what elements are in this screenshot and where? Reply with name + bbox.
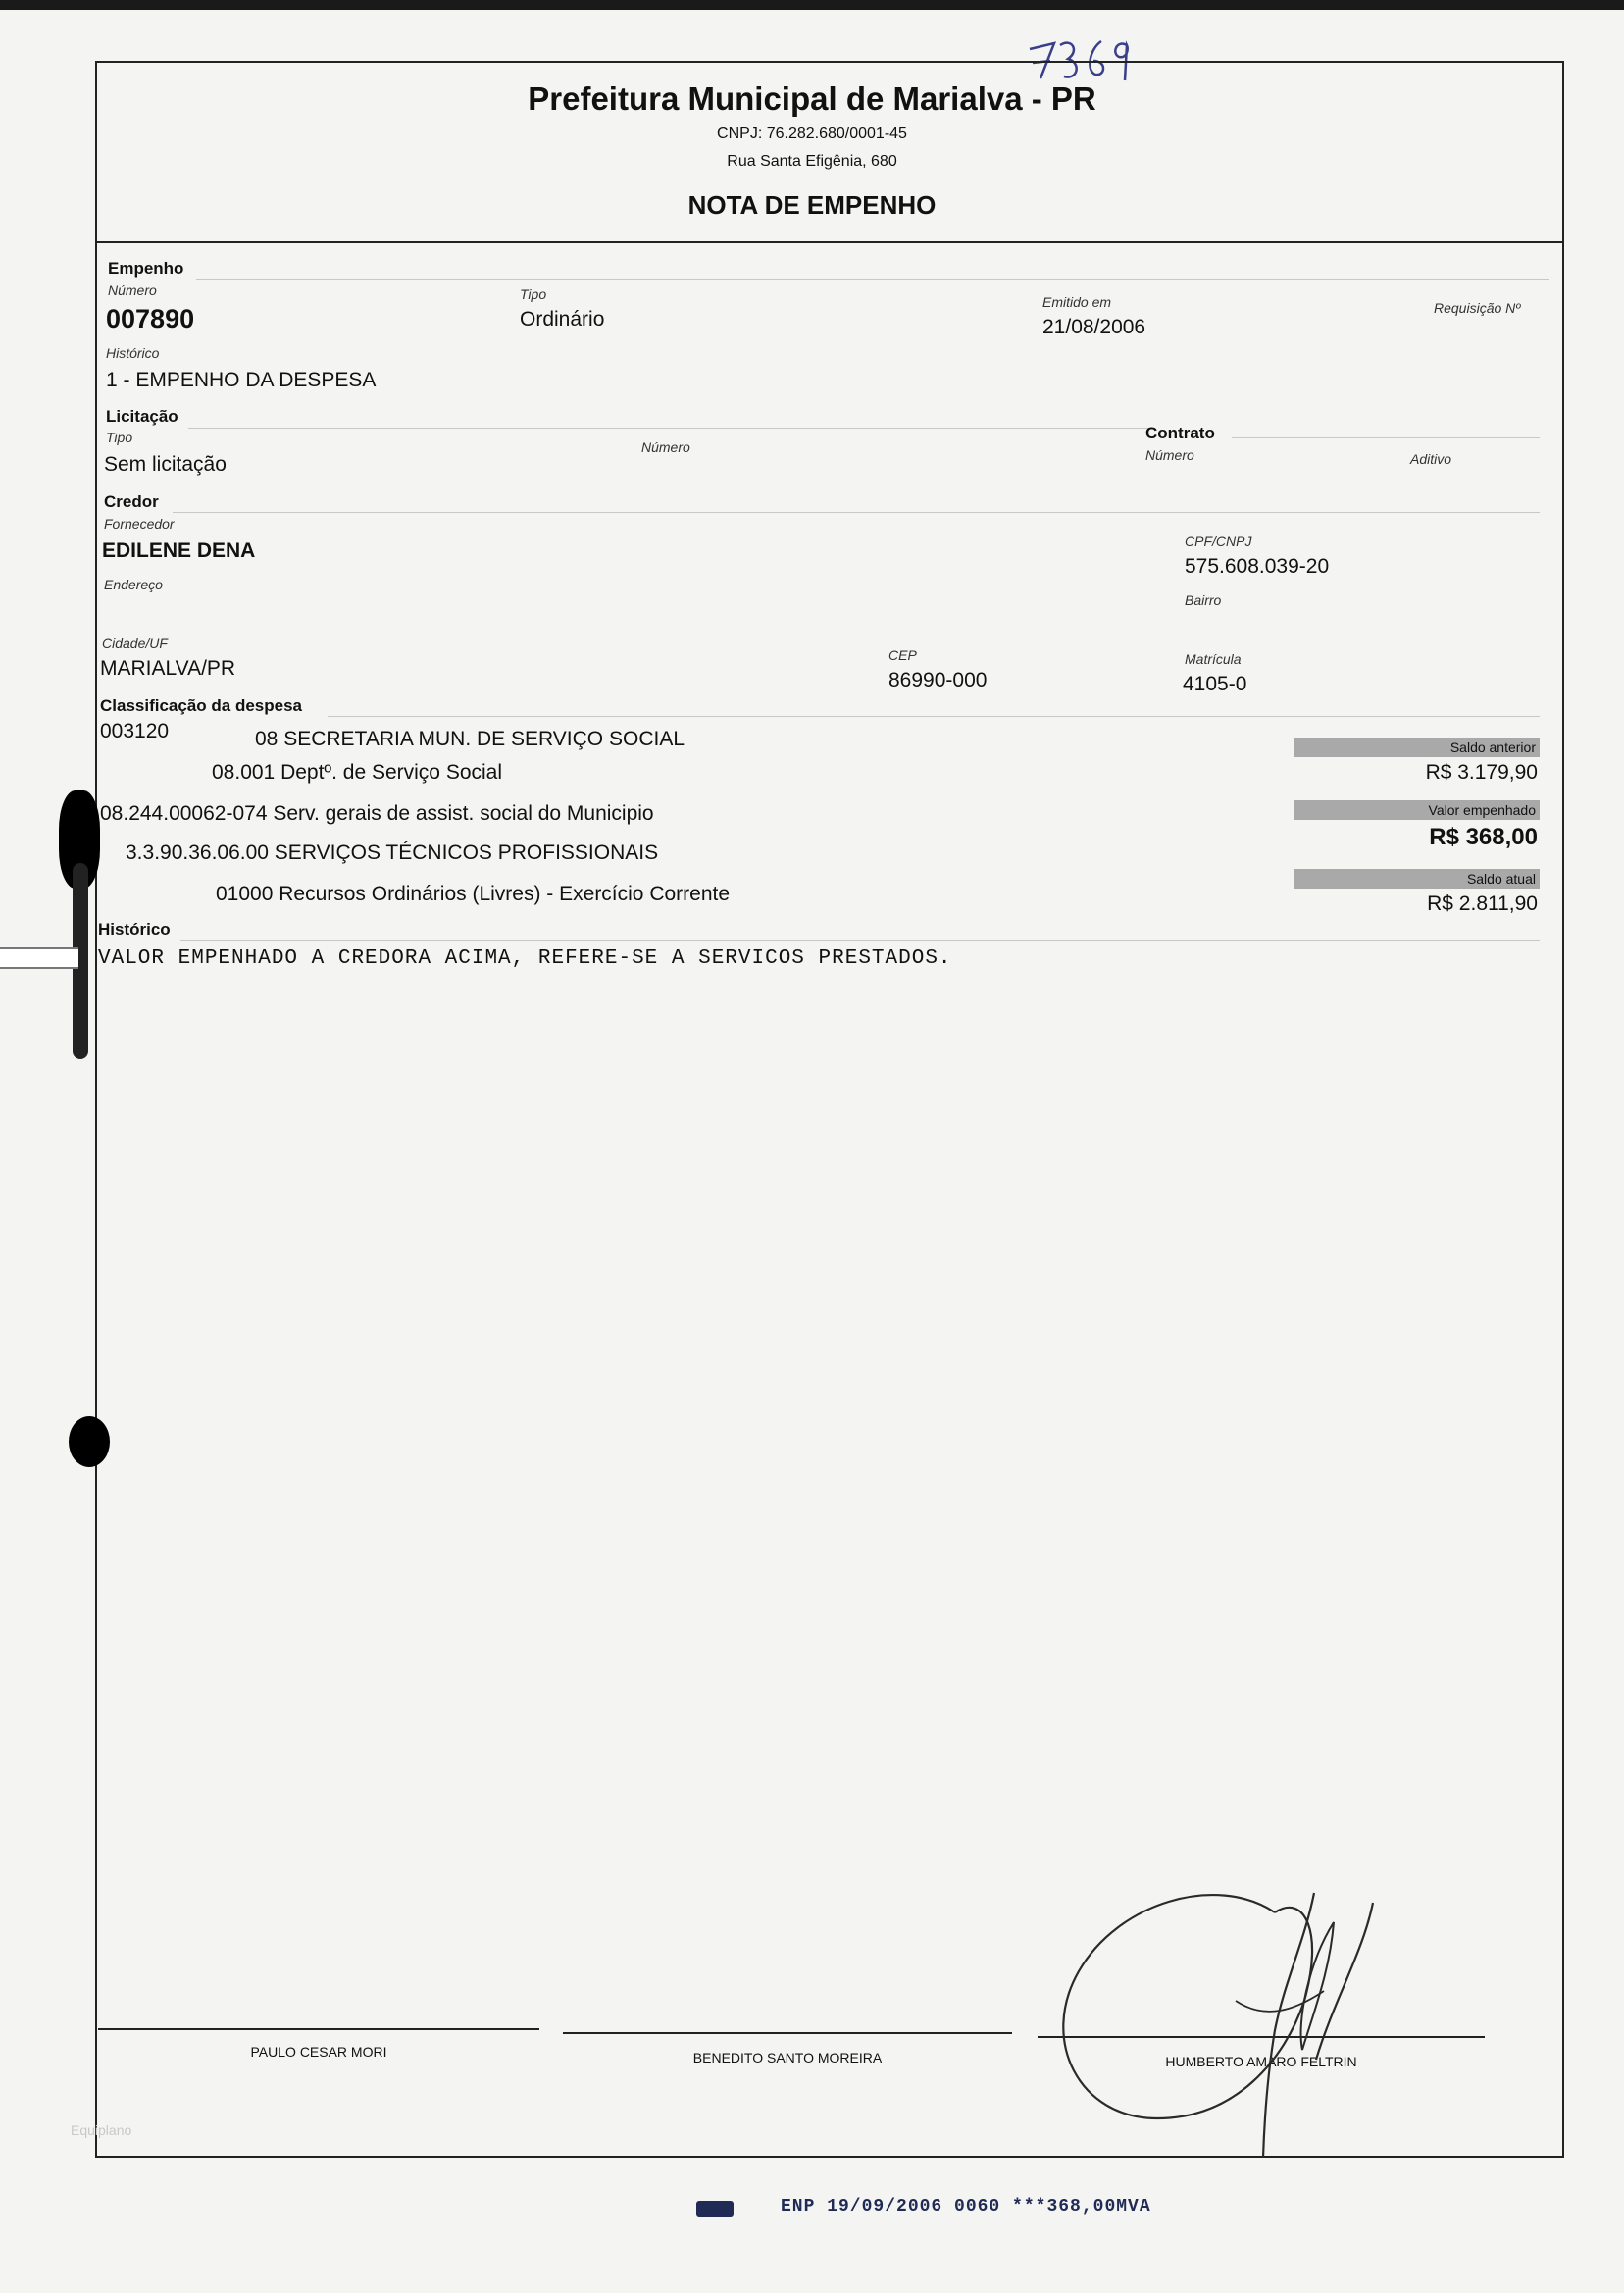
endereco-label: Endereço [104,577,163,592]
contrato-aditivo-label: Aditivo [1410,451,1452,467]
signature-line [98,2028,539,2030]
divider [1232,437,1540,438]
signature-line [563,2032,1012,2034]
mechanical-stamp: ENP 19/09/2006 0060 ***368,00MVA [781,2197,1151,2217]
divider [180,940,1540,941]
handwritten-signature [1040,1863,1393,2197]
divider [188,428,1149,429]
historico-value: 1 - EMPENHO DA DESPESA [106,369,377,391]
issuer-title: Prefeitura Municipal de Marialva - PR [528,80,1096,117]
valor-empenhado-label: Valor empenhado [1294,800,1540,820]
saldo-anterior-value: R$ 3.179,90 [1425,761,1538,784]
cidade-value: MARIALVA/PR [100,657,236,680]
binding-strip [0,947,78,969]
cidade-label: Cidade/UF [102,636,168,651]
valor-empenhado-value: R$ 368,00 [1429,824,1538,850]
bairro-label: Bairro [1185,592,1222,608]
classificacao-funcional: 08.244.00062-074 Serv. gerais de assist. social do Municipio [100,802,654,825]
licitacao-tipo-value: Sem licitação [104,453,227,476]
fornecedor-value: EDILENE DENA [102,539,256,562]
stamp-logo-icon [696,2201,734,2217]
contrato-numero-label: Número [1145,447,1194,463]
faint-footer-text: Equiplano [71,2122,132,2138]
licitacao-tipo-label: Tipo [106,430,133,445]
classificacao-elemento: 3.3.90.36.06.00 SERVIÇOS TÉCNICOS PROFISSIONAIS [126,841,659,864]
cpf-value: 575.608.039-20 [1185,555,1330,578]
section-empenho: Empenho [108,259,184,278]
fornecedor-label: Fornecedor [104,516,175,532]
header-divider [95,241,1564,243]
section-contrato: Contrato [1145,424,1215,442]
saldo-anterior-label: Saldo anterior [1294,738,1540,757]
cep-value: 86990-000 [888,669,988,691]
signatory-name: PAULO CESAR MORI [250,2044,387,2060]
saldo-atual-label: Saldo atual [1294,869,1540,889]
section-credor: Credor [104,492,159,511]
saldo-atual-value: R$ 2.811,90 [1427,892,1538,915]
divider [173,512,1540,513]
empenho-number: 007890 [106,304,195,333]
punch-hole-mark [69,1416,110,1467]
signatory-name: HUMBERTO AMARO FELTRIN [1165,2054,1357,2069]
numero-label: Número [108,282,157,298]
tipo-label: Tipo [520,286,547,302]
section-historico: Histórico [98,920,171,939]
classificacao-orgao: 08 SECRETARIA MUN. DE SERVIÇO SOCIAL [255,728,685,750]
cep-label: CEP [888,647,917,663]
issuer-cnpj: CNPJ: 76.282.680/0001-45 [717,126,907,142]
signatory-name: BENEDITO SANTO MOREIRA [692,2050,883,2065]
classificacao-code: 003120 [100,720,170,742]
document-title: NOTA DE EMPENHO [687,190,937,220]
emitido-label: Emitido em [1042,294,1112,310]
matricula-value: 4105-0 [1183,673,1247,695]
issuer-address: Rua Santa Efigênia, 680 [727,153,897,170]
cpf-label: CPF/CNPJ [1185,534,1252,549]
classificacao-unidade: 08.001 Deptº. de Serviço Social [212,761,503,784]
section-classificacao: Classificação da despesa [100,696,303,715]
section-licitacao: Licitação [106,407,178,426]
historico-text: VALOR EMPENHADO A CREDORA ACIMA, REFERE-SE A SERVICOS PRESTADOS. [98,947,952,970]
matricula-label: Matrícula [1185,651,1242,667]
divider [328,716,1540,717]
historico-label: Histórico [106,345,160,361]
classificacao-recurso: 01000 Recursos Ordinários (Livres) - Exercício Corrente [216,883,731,905]
emitido-value: 21/08/2006 [1042,316,1146,338]
licitacao-numero-label: Número [641,439,690,455]
scan-top-edge [0,0,1624,10]
requisicao-label: Requisição Nº [1434,300,1521,316]
divider [196,279,1549,280]
tipo-value: Ordinário [520,308,605,331]
